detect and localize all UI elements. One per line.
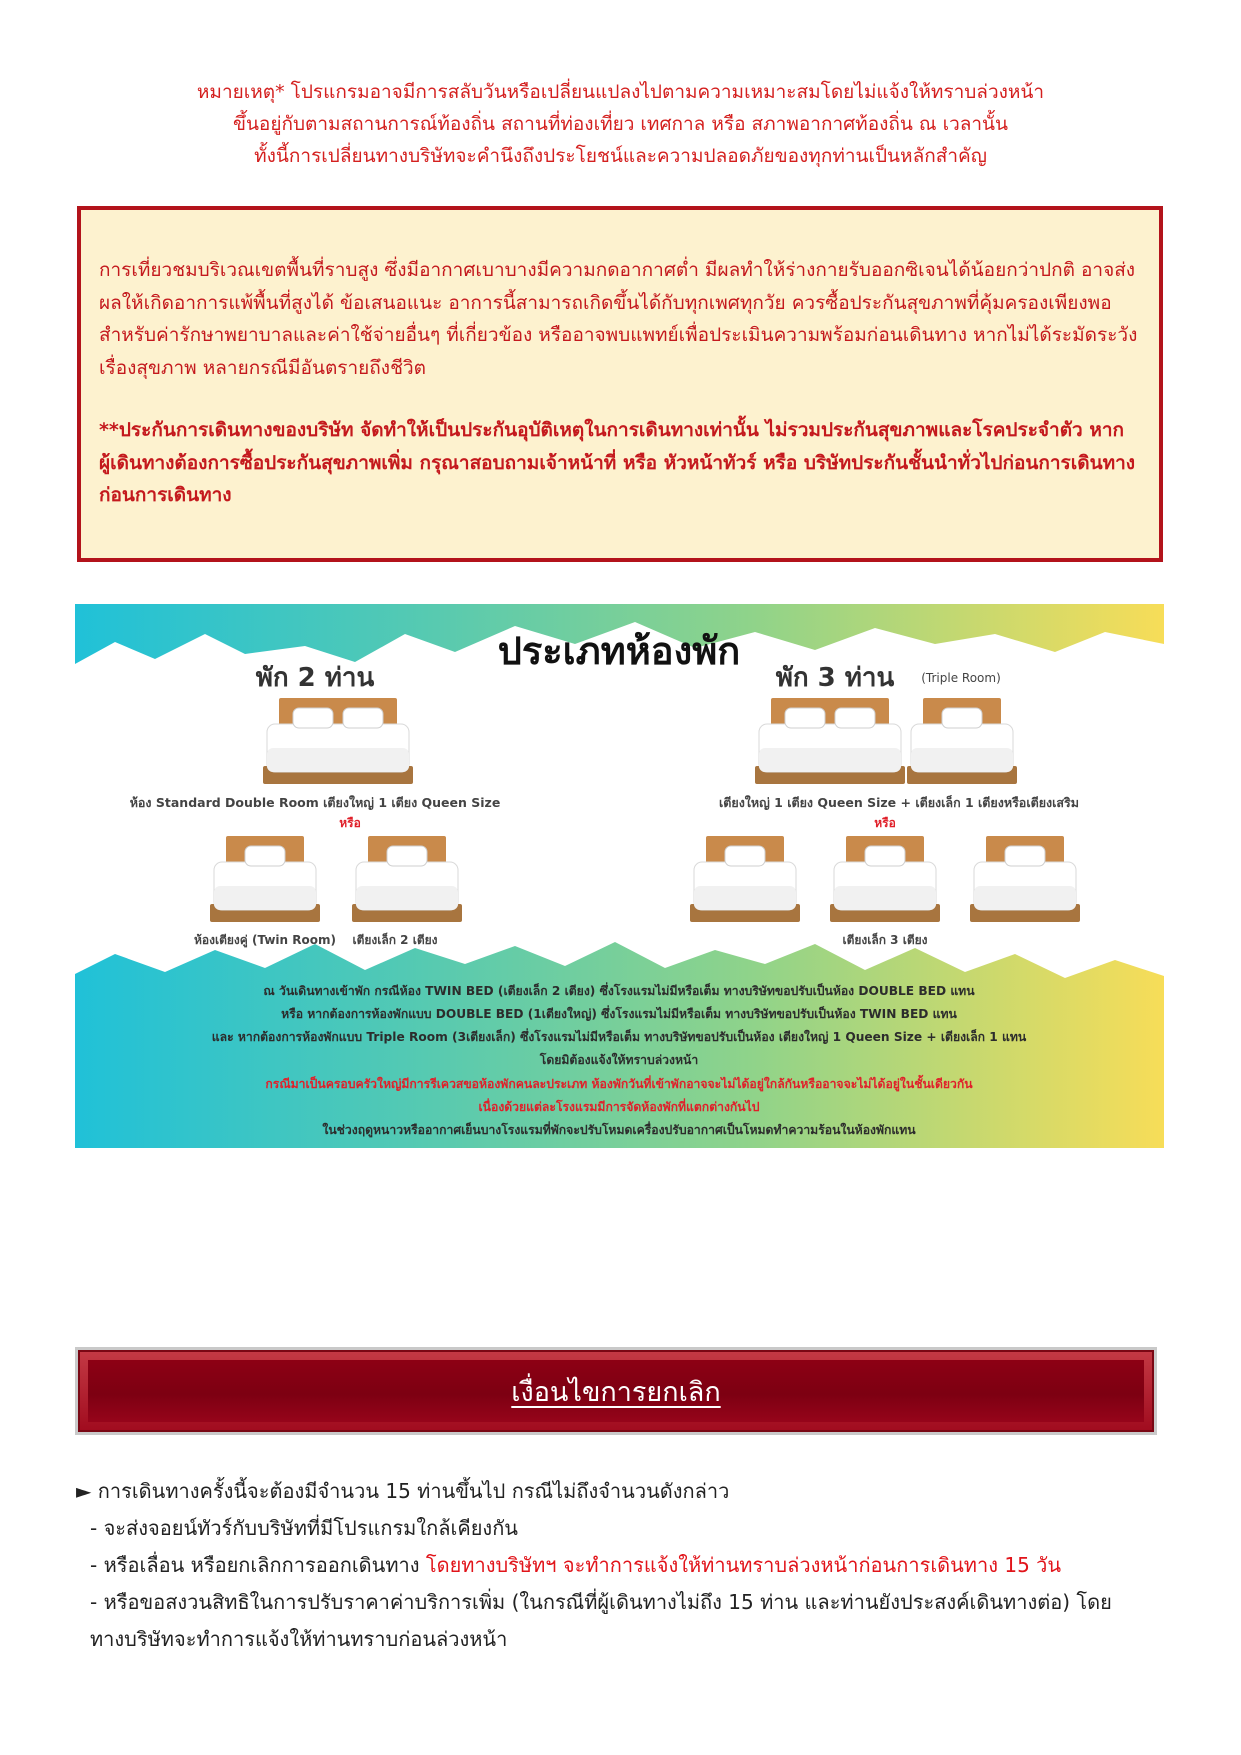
cancellation-conditions <box>76 1473 1176 1658</box>
room-note-red-2: เนื่องด้วยแต่ละโรงแรมมีการจัดห้องพักที่แตกต่างกันไป <box>478 1100 760 1114</box>
triple-heading: พัก 3 ท่าน <box>775 663 895 693</box>
double-or: หรือ <box>339 816 361 830</box>
altitude-warning-box <box>77 206 1163 562</box>
triple-option-1: เตียงใหญ่ 1 เตียง Queen Size + เตียงเล็ก 1 เตียงหรือเตียงเสริม <box>718 795 1080 810</box>
altitude-warning-text: การเที่ยวชมบริเวณเขตพื้นที่ราบสูง ซึ่งมีอากาศเบาบางมีความกดอากาศต่ำ มีผลทำให้ร่างกายรับออกซิเจนได้น้อยกว่าปกติ อาจส่งผลให้เกิดอาการแพ้พื้นที่สูงได้ ข้อเสนอแนะ อาการนี้สามารถเกิดขึ้นได้กับทุกเพศทุกวัย ควรซื้อประกันสุขภาพที่คุ้มครองเพียงพอสำหรับค่ารักษาพยาบาลและค่าใช้จ่ายอื่นๆ ที่เกี่ยวข้อง หรืออาจพบแพทย์เพื่อประเมินความพร้อมก่อนเดินทาง หากไม่ได้ระมัดระวังเรื่องสุขภาพ หลายกรณีมีอันตรายถึงชีวิต <box>99 259 1138 379</box>
condition-line-5: ทางบริษัทจะทำการแจ้งให้ท่านทราบก่อนล่วงหน้า <box>90 1627 508 1651</box>
condition-line-3b: โดยทางบริษัทฯ จะทำการแจ้งให้ท่านทราบล่วงหน้าก่อนการเดินทาง 15 วัน <box>425 1553 1062 1577</box>
triple-or: หรือ <box>874 816 896 830</box>
room-note-3: และ หากต้องการห้องพักแบบ Triple Room (3เตียงเล็ก) ซึ่งโรงแรมไม่มีหรือเต็ม ทางบริษัทขอปรับเป็นห้อง เตียงใหญ่ 1 Queen Size + เตียงเล็ก 1 แทน <box>211 1030 1027 1044</box>
triple-subheading: (Triple Room) <box>921 671 1001 685</box>
room-note-2: หรือ หากต้องการห้องพักแบบ DOUBLE BED (1เตียงใหญ่) ซึ่งโรงแรมไม่มีหรือเต็ม ทางบริษัทขอปรับเป็นห้อง TWIN BED แทน <box>281 1007 957 1021</box>
insurance-note: **ประกันการเดินทางของบริษัท จัดทำให้เป็นประกันอุบัติเหตุในการเดินทางเท่านั้น ไม่รวมประกันสุขภาพและโรคประจำตัว หาก ผู้เดินทางต้องการซื้อประกันสุขภาพเพิ่ม กรุณาสอบถามเจ้าหน้าที่ หรือ หัวหน้าทัวร์ หรือ บริษัทประกันชั้นนำทั่วไปก่อนการเดินทางก่อนการเดินทาง <box>99 419 1136 506</box>
double-option-1: ห้อง Standard Double Room เตียงใหญ่ 1 เตียง Queen Size <box>129 795 501 810</box>
double-option-2a: ห้องเตียงคู่ (Twin Room) <box>194 933 336 947</box>
double-heading: พัก 2 ท่าน <box>255 663 375 693</box>
double-option-2b: เตียงเล็ก 2 เตียง <box>352 933 438 947</box>
condition-line-2: - จะส่งจอยน์ทัวร์กับบริษัทที่มีโปรแกรมใกล้เคียงกัน <box>90 1516 518 1540</box>
room-note-1: ณ วันเดินทางเข้าพัก กรณีห้อง TWIN BED (เตียงเล็ก 2 เตียง) ซึ่งโรงแรมไม่มีหรือเต็ม ทางบริษัทขอปรับเป็นห้อง DOUBLE BED แทน <box>263 984 975 998</box>
room-types-title: ประเภทห้องพัก <box>497 629 741 673</box>
condition-line-3 <box>76 1547 1176 1584</box>
cancellation-banner <box>75 1347 1157 1435</box>
cancellation-title: เงื่อนไขการยกเลิก <box>511 1376 721 1408</box>
room-note-red-1: กรณีมาเป็นครอบครัวใหญ่มีการรีเควสขอห้องพักคนละประเภท ห้องพักวันที่เข้าพักอาจจะไม่ได้อยู่ใกล้กันหรืออาจจะไม่ได้อยู่ในชั้นเดียวกัน <box>265 1077 973 1091</box>
note-line-1: หมายเหตุ* โปรแกรมอาจมีการสลับวันหรือเปลี่ยนแปลงไปตามความเหมาะสมโดยไม่แจ้งให้ทราบล่วงหน้า <box>196 81 1045 103</box>
note-line-2: ขึ้นอยู่กับตามสถานการณ์ท้องถิ่น สถานที่ท่องเที่ยว เทศกาล หรือ สภาพอากาศท้องถิ่น ณ เวลานั้น <box>232 113 1009 135</box>
room-types-infographic <box>75 604 1164 1148</box>
program-note <box>0 76 1241 172</box>
room-note-4: โดยมิต้องแจ้งให้ทราบล่วงหน้า <box>539 1053 699 1067</box>
note-line-3: ทั้งนี้การเปลี่ยนทางบริษัทจะคำนึงถึงประโยชน์และความปลอดภัยของทุกท่านเป็นหลักสำคัญ <box>254 145 987 167</box>
room-types-graphic <box>75 604 1164 1148</box>
condition-line-3a: - หรือเลื่อน หรือยกเลิกการออกเดินทาง <box>90 1553 426 1577</box>
cancellation-banner-inner <box>88 1360 1144 1422</box>
room-note-last: ในช่วงฤดูหนาวหรืออากาศเย็นบางโรงแรมที่พักจะปรับโหมดเครื่องปรับอากาศเป็นโหมดทำความร้อนในห้องพักแทน <box>322 1123 916 1137</box>
condition-line-1: ► การเดินทางครั้งนี้จะต้องมีจำนวน 15 ท่านขึ้นไป กรณีไม่ถึงจำนวนดังกล่าว <box>76 1479 730 1503</box>
condition-line-4: - หรือขอสงวนสิทธิในการปรับราคาค่าบริการเพิ่ม (ในกรณีที่ผู้เดินทางไม่ถึง 15 ท่าน และท่านยังประสงค์เดินทางต่อ) โดย <box>90 1590 1112 1614</box>
triple-option-2: เตียงเล็ก 3 เตียง <box>842 933 928 947</box>
